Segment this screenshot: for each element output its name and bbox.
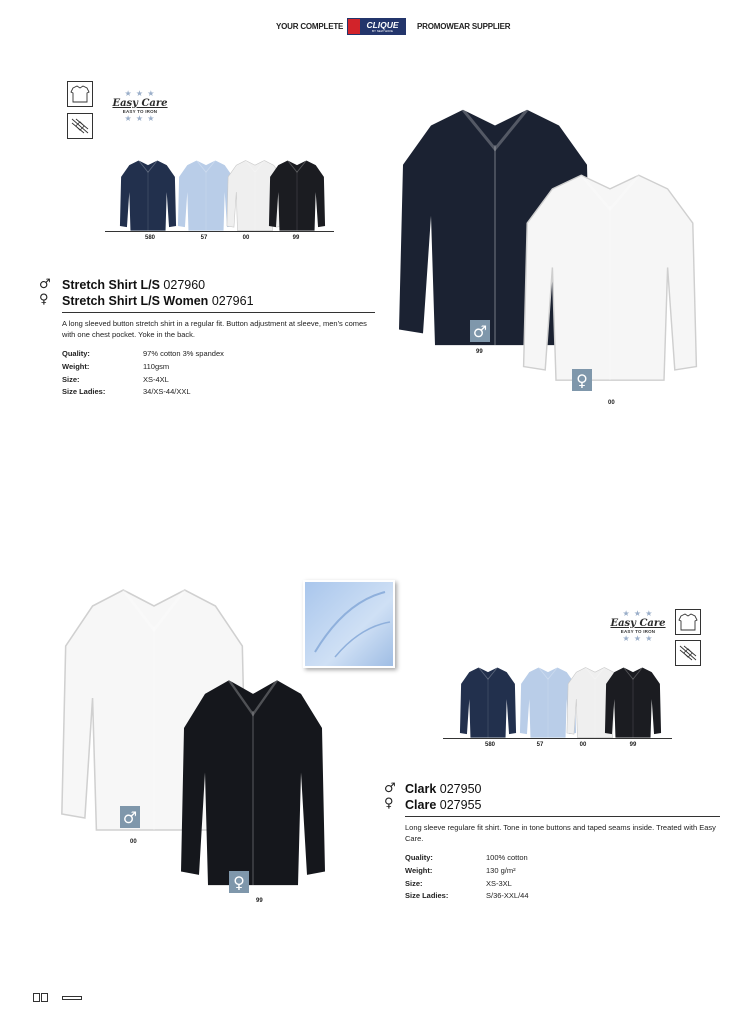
easy-care-badge: ★ ★ ★ Easy Care EASY TO IRON ★ ★ ★ <box>112 89 168 123</box>
female-badge: ♀ <box>572 369 592 391</box>
page-marker-icon <box>33 993 40 1002</box>
male-badge: ♂ <box>120 806 140 828</box>
product-title-men: Clark 027950 <box>405 782 482 796</box>
swatch-code: 580 <box>484 742 495 748</box>
header-right-text: PROMOWEAR SUPPLIER <box>417 22 511 31</box>
swatch-code: 580 <box>144 235 155 241</box>
female-badge: ♀ <box>229 871 249 893</box>
swatch-divider <box>105 231 334 232</box>
photo-shirt-women-white <box>520 165 700 387</box>
page-number-icon <box>62 996 82 1000</box>
brand-logo[interactable]: CLIQUE BY NEW WAVE <box>347 18 406 35</box>
fabric-closeup-image <box>303 580 395 668</box>
iron-icon <box>67 113 93 139</box>
product-description: A long sleeved button stretch shirt in a regular fit. Button adjustment at sleeve, men's comes with one chest pocket. Yoke in the back. <box>62 319 367 339</box>
spec-row: Quality: 100% cotton <box>405 853 528 862</box>
spec-row: Size Ladies: S/36-XXL/44 <box>405 891 529 901</box>
iron-icon <box>675 640 701 666</box>
female-symbol: ♀ <box>39 292 49 307</box>
spec-row: Weight: 110gsm <box>62 361 170 371</box>
swatch-code: 00 <box>242 235 250 241</box>
swatch-code: 99 <box>629 742 637 748</box>
easy-care-badge: ★ ★ ★ Easy Care EASY TO IRON ★ ★ ★ <box>610 609 666 643</box>
spec-row: Quality: 97% cotton 3% spandex <box>62 349 224 358</box>
product-title-women: Clare 027955 <box>405 798 482 812</box>
photo-code: 99 <box>256 898 263 904</box>
swatch-code: 57 <box>200 235 208 241</box>
title-rule <box>62 312 375 313</box>
photo-code: 00 <box>130 839 137 845</box>
product-title-men: Stretch Shirt L/S 027960 <box>62 278 206 292</box>
swatch-code: 00 <box>579 742 587 748</box>
male-symbol: ♂ <box>39 277 51 292</box>
spec-table <box>405 852 665 903</box>
shirt-black <box>598 664 668 740</box>
tumble-dry-icon <box>675 609 701 635</box>
spec-row: Size Ladies: 34/XS-44/XXL <box>62 387 191 397</box>
photo-code: 99 <box>476 349 483 355</box>
spec-table <box>62 348 322 399</box>
page-marker-icon <box>41 993 48 1002</box>
spec-row: Size: XS-4XL <box>62 374 169 384</box>
male-symbol: ♂ <box>384 781 396 796</box>
female-symbol: ♀ <box>384 796 394 811</box>
swatch-code: 99 <box>292 235 300 241</box>
swatch-code: 57 <box>536 742 544 748</box>
swatch-divider <box>443 738 672 739</box>
tumble-dry-icon <box>67 81 93 107</box>
spec-row: Size: XS-3XL <box>405 878 512 888</box>
title-rule <box>405 816 720 817</box>
shirt-black <box>262 157 332 233</box>
spec-row: Weight: 130 g/m² <box>405 865 516 875</box>
male-badge: ♂ <box>470 320 490 342</box>
color-variants-2 <box>450 662 675 740</box>
color-variants-1 <box>110 155 335 233</box>
photo-code: 00 <box>608 400 615 406</box>
product-description: Long sleeve regulare fit shirt. Tone in tone buttons and taped seams inside. Treated with Easy Care. <box>405 823 716 843</box>
photo-shirt-women-black <box>178 670 328 892</box>
product-title-women: Stretch Shirt L/S Women 027961 <box>62 294 254 308</box>
header-left-text: YOUR COMPLETE <box>276 22 344 31</box>
